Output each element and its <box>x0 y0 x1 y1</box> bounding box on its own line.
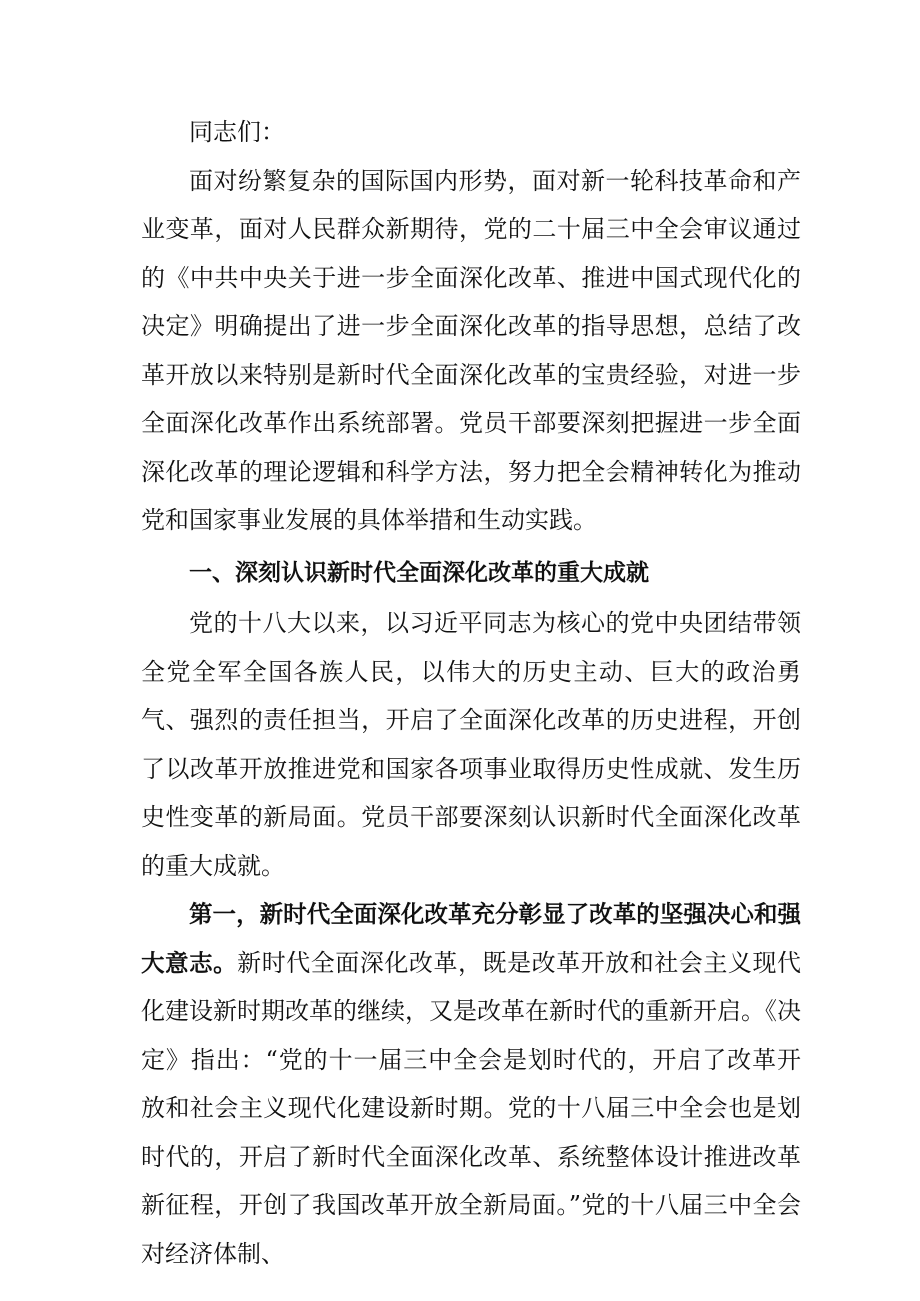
section-paragraph: 党的十八大以来，以习近平同志为核心的党中央团结带领全党全军全国各族人民，以伟大的历史主动、巨大的政治勇气、强烈的责任担当，开启了全面深化改革的历史进程，开创了以改革开放推进党和国家各项事业取得历史性成就、发生历史性变革的新局面。党员干部要深刻认识新时代全面深化改革的重大成就。 <box>141 609 801 880</box>
point-lead: 第一，新时代全面深化改革充分彰显了改革的坚强决心和强大意志。 <box>141 900 801 977</box>
intro-paragraph: 面对纷繁复杂的国际国内形势，面对新一轮科技革命和产业变革，面对人民群众新期待，党的二十届三中全会审议通过的《中共中央关于进一步全面深化改革、推进中国式现代化的决定》明确提出了进一步全面深化改革的指导思想，总结了改革开放以来特别是新时代全面深化改革的宝贵经验，对进一步全面深化改革作出系统部署。党员干部要深刻把握进一步全面深化改革的理论逻辑和科学方法，努力把全会精神转化为推动党和国家事业发展的具体举措和生动实践。 <box>141 166 801 534</box>
document-body <box>141 108 801 1278</box>
section-heading: 一、深刻认识新时代全面深化改革的重大成就 <box>189 559 649 586</box>
point-paragraph <box>141 890 801 1278</box>
point-body: 新时代全面深化改革，既是改革开放和社会主义现代化建设新时期改革的继续，又是改革在新时代的重新开启。《决定》指出：“党的十一届三中全会是划时代的，开启了改革开放和社会主义现代化建设新时期。党的十八届三中全会也是划时代的，开启了新时代全面深化改革、系统整体设计推进改革新征程，开创了我国改革开放全新局面。”党的十八届三中全会对经济体制、 <box>141 948 802 1268</box>
greeting-line: 同志们： <box>189 118 285 146</box>
